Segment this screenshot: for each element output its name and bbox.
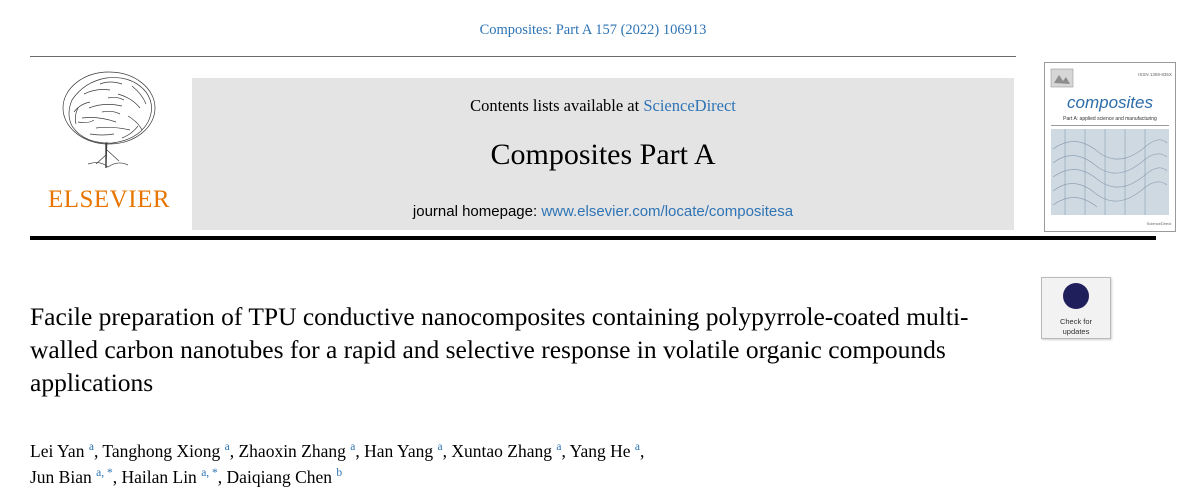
contents-available-line (192, 96, 1014, 116)
author-affiliation-marker: a (437, 441, 443, 454)
author-affiliation-marker: a, * (201, 467, 218, 480)
journal-cover-thumbnail (1044, 62, 1176, 232)
journal-title: Composites Part A (490, 138, 716, 171)
author-affiliation-marker: a (224, 441, 230, 454)
author-name: Hailan Lin (121, 467, 202, 487)
journal-homepage-line (192, 203, 1014, 220)
sciencedirect-link[interactable]: ScienceDirect (643, 96, 736, 115)
svg-text:Part A: applied science and ma: Part A: applied science and manufacturing (1063, 116, 1157, 122)
elsevier-wordmark: ELSEVIER (47, 186, 171, 213)
journal-homepage-link[interactable]: www.elsevier.com/locate/compositesa (541, 203, 794, 220)
journal-cover-image (1045, 63, 1175, 231)
masthead-bottom-rule (30, 236, 1156, 240)
crossmark-check-for-updates-badge[interactable] (1041, 277, 1111, 339)
author-line-2 (30, 464, 1030, 490)
author-separator: , (217, 467, 227, 487)
author-affiliation-marker: a (88, 441, 94, 454)
author-affiliation-marker: a (350, 441, 356, 454)
crossmark-line-2: updates (1062, 327, 1090, 336)
elsevier-logo (30, 62, 188, 232)
svg-text:composites: composites (1067, 93, 1153, 112)
author-line-1 (30, 438, 1030, 464)
author-name: Tanghong Xiong (102, 441, 225, 461)
article-title: Facile preparation of TPU conductive nanocomposites containing polypyrrole-coated multi-walled carbon nanotubes for a rapid and selective response in volatile organic compounds applications (30, 302, 969, 397)
author-name: Han Yang (364, 441, 438, 461)
author-name: Yang He (569, 441, 635, 461)
crossmark-line-1: Check for (1059, 317, 1093, 326)
author-name: Jun Bian (30, 467, 97, 487)
author-separator: , (442, 441, 452, 461)
crossmark-icon (1061, 281, 1091, 311)
author-separator: , (93, 441, 103, 461)
running-head: Composites: Part A 157 (2022) 106913 (479, 22, 707, 38)
svg-text:ISSN 1359-835X: ISSN 1359-835X (1138, 72, 1172, 77)
author-affiliation-marker: b (336, 467, 343, 480)
author-name: Daiqiang Chen (226, 467, 337, 487)
journal-homepage-label: journal homepage: (412, 203, 538, 220)
author-affiliation-marker: a (556, 441, 562, 454)
svg-text:ScienceDirect: ScienceDirect (1146, 221, 1172, 226)
author-name: Zhaoxin Zhang (238, 441, 351, 461)
header-divider-rule (30, 56, 1016, 57)
author-separator: , (561, 441, 570, 461)
elsevier-tree-icon (44, 64, 174, 184)
author-separator: , (229, 441, 239, 461)
contents-available-text: Contents lists available at (470, 96, 640, 115)
author-affiliation-marker: a, * (96, 467, 113, 480)
author-affiliation-marker: a (634, 441, 641, 454)
journal-masthead (30, 62, 1172, 232)
author-list (30, 438, 1030, 490)
author-separator: , (112, 467, 122, 487)
author-separator: , (355, 441, 365, 461)
author-separator: , (640, 441, 645, 461)
author-name: Xuntao Zhang (451, 441, 557, 461)
journal-band (192, 78, 1014, 230)
author-name: Lei Yan (30, 441, 89, 461)
